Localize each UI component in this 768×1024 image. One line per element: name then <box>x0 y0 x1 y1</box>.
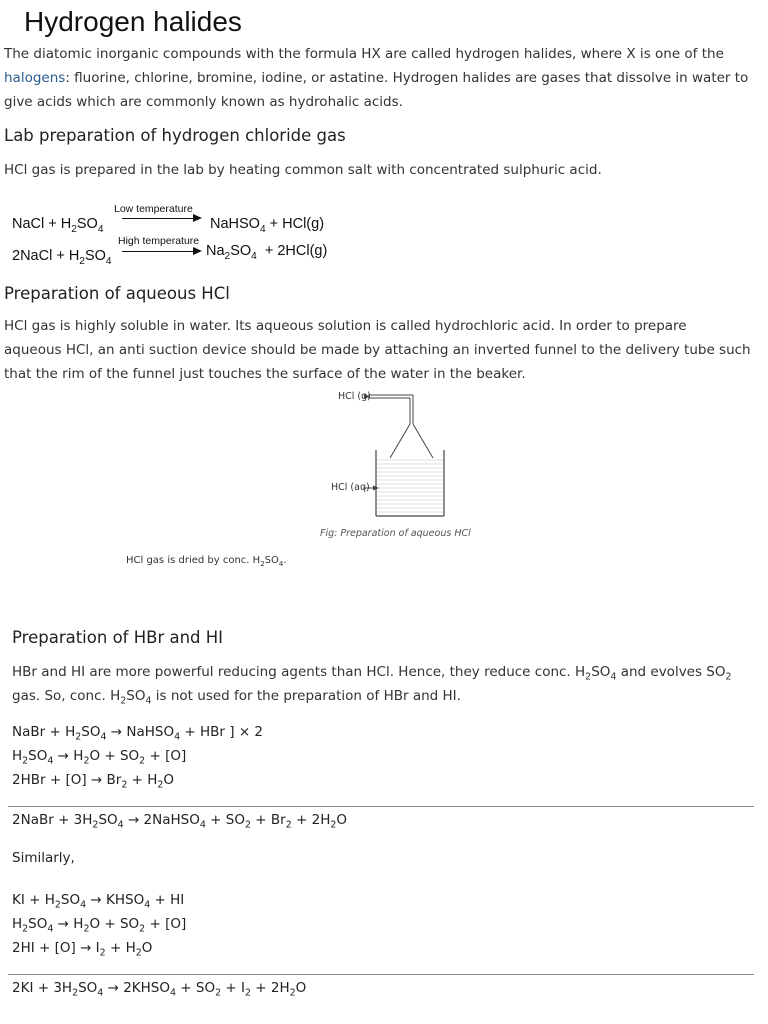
aqueous-line-2: aqueous HCl, an anti suction device should be made by attaching an inverted funnel to the delivery tube such <box>4 342 751 358</box>
eq-nabr-3: $2HBr + [O] \to Br_2 + H_2O$ <box>12 772 175 791</box>
hbr-heading: Preparation of HBr and HI <box>12 628 224 647</box>
halogens-link[interactable]: halogens <box>4 70 66 86</box>
intro-line-3: give acids which are commonly known as hydrohalic acids. <box>4 94 403 110</box>
divider <box>8 974 754 975</box>
water <box>377 460 443 512</box>
low-temp-label: Low temperature <box>114 203 193 215</box>
inverted-funnel <box>390 424 433 458</box>
eq-2nacl-products: $Na_2SO_4 + 2HCl(g)$ <box>206 243 328 262</box>
intro-line-1: The diatomic inorganic compounds with the formula HX are called hydrogen halides, where X is one of the <box>4 46 724 62</box>
eq-2nacl-reactants: 2NaCl + $H_2SO_4$ <box>12 248 112 267</box>
eq-ki-2: $H_2SO_4 \to H_2O + SO_2 + [O]$ <box>12 916 187 935</box>
hcl-gas-label: HCl (g) <box>338 391 371 402</box>
divider <box>8 806 754 807</box>
aqueous-hcl-diagram <box>320 388 480 543</box>
drying-note: HCl gas is dried by conc. $H_2SO_4$. <box>126 555 287 568</box>
hcl-aq-label: HCl (aq) <box>331 482 370 493</box>
eq-ki-overall: $2KI + 3H_2SO_4$ → $2KHSO_4 + SO_2 + I_2 + 2H_2O$ <box>12 980 307 999</box>
lab-heading: Lab preparation of hydrogen chloride gas <box>4 126 346 145</box>
eq-nabr-overall: 2NaBr + $3H_2SO_4$ → 2NaHSO$_4$ + $SO_2 + Br_2 + 2H_2O$ <box>12 812 348 831</box>
eq-nabr-2: $H_2SO_4 \to H_2O + SO_2 + [O]$ <box>12 748 187 767</box>
reaction-arrow <box>122 251 200 252</box>
lab-text: HCl gas is prepared in the lab by heating common salt with concentrated sulphuric acid. <box>4 162 602 178</box>
aqueous-line-3: that the rim of the funnel just touches the surface of the water in the beaker. <box>4 366 526 382</box>
eq-nabr-1: NaBr + $H_2SO_4$ → NaHSO$_4$ + HBr ] × 2 <box>12 724 264 743</box>
hbr-line-1: HBr and HI are more powerful reducing agents than HCl. Hence, they reduce conc. $H_2SO_4$ and evolves $SO_2$ <box>12 664 732 683</box>
delivery-tube <box>368 395 413 424</box>
eq-ki-3: $2HI + [O] \to I_2 + H_2O$ <box>12 940 153 959</box>
intro-line-2: halogens: fluorine, chlorine, bromine, iodine, or astatine. Hydrogen halides are gases that dissolve in water to <box>4 70 749 86</box>
similarly-text: Similarly, <box>12 850 75 866</box>
page-title: Hydrogen halides <box>24 6 242 37</box>
figure-caption: Fig: Preparation of aqueous HCl <box>320 528 471 539</box>
eq-nacl-reactants: NaCl + $H_2SO_4$ <box>12 216 104 235</box>
eq-nacl-products: NaHSO$_4$ + HCl(g) <box>210 216 325 235</box>
high-temp-label: High temperature <box>118 235 200 247</box>
aqueous-heading: Preparation of aqueous HCl <box>4 284 230 303</box>
hbr-line-2: gas. So, conc. $H_2SO_4$ is not used for the preparation of HBr and HI. <box>12 688 461 707</box>
eq-ki-1: KI + $H_2SO_4$ → $KHSO_4$ + HI <box>12 892 185 911</box>
reaction-arrow <box>122 218 200 219</box>
aqueous-line-1: HCl gas is highly soluble in water. Its aqueous solution is called hydrochloric acid. In order to prepare <box>4 318 687 334</box>
